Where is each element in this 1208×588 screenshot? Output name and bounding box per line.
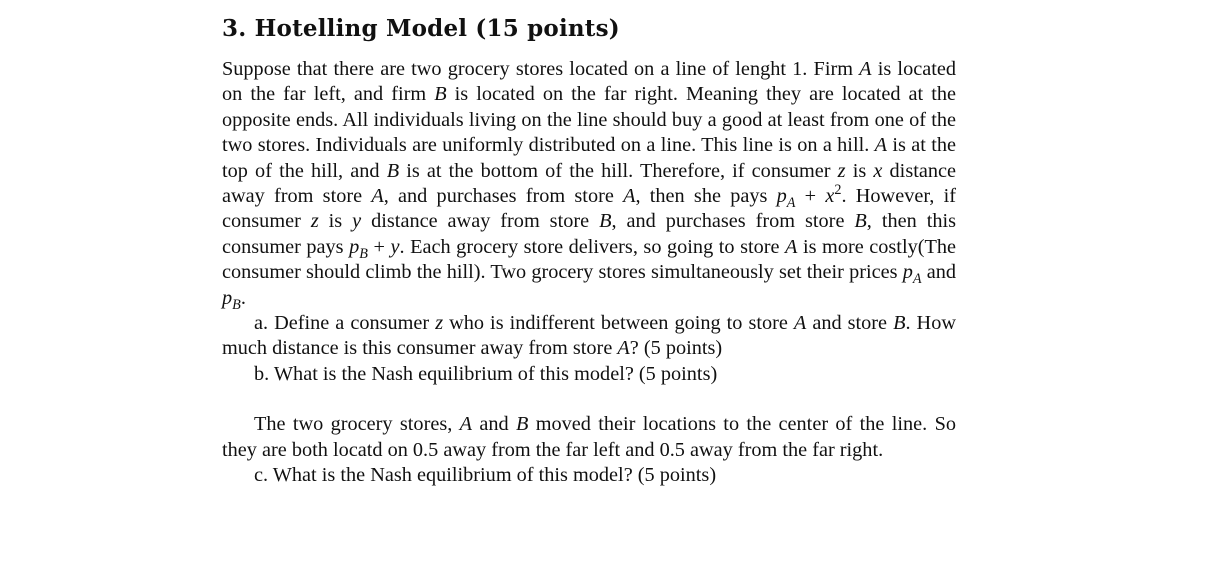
question-b-text: b. What is the Nash equilibrium of this model? (5 points)	[254, 362, 718, 385]
spacer	[222, 387, 956, 412]
question-a	[222, 311, 956, 362]
document-page	[222, 14, 956, 489]
problem-text: Suppose that there are two grocery stores located on a line of lenght 1. Firm A is located on the far left, and firm B is located on the far right. Meaning they are located at the opposite ends. All individuals living on the line should buy a good at least from one of the two stores. Individuals are uniformly distributed on a line. This line is on a hill. A is at the top of the hill, and B is at the bottom of the hill. Therefore, if consumer z is x distance away from store A, and purchases from store A, then she pays $p_A + x^2$. However, if consumer z is y distance away from store B, and purchases from store B, then this consumer pays $p_B + y$. Each grocery store delivers, so going to store A is more costly(The consumer should climb the hill). Two grocery stores simultaneously set their prices $p_A$ and $p_B$.	[222, 58, 956, 313]
question-b	[222, 362, 956, 387]
problem-description	[222, 57, 956, 311]
scenario-change	[222, 412, 956, 463]
question-a-text: a. Define a consumer z who is indifferent between going to store A and store B. How much distance is this consumer away from store A? (5 points)	[222, 312, 956, 360]
question-title: 3. Hotelling Model (15 points)	[222, 15, 620, 42]
question-c-text: c. What is the Nash equilibrium of this model? (5 points)	[254, 464, 717, 487]
scenario-change-text: The two grocery stores, A and B moved their locations to the center of the line. So they are both locatd on 0.5 away from the far left and 0.5 away from the far right.	[222, 413, 956, 461]
question-c	[222, 463, 956, 488]
